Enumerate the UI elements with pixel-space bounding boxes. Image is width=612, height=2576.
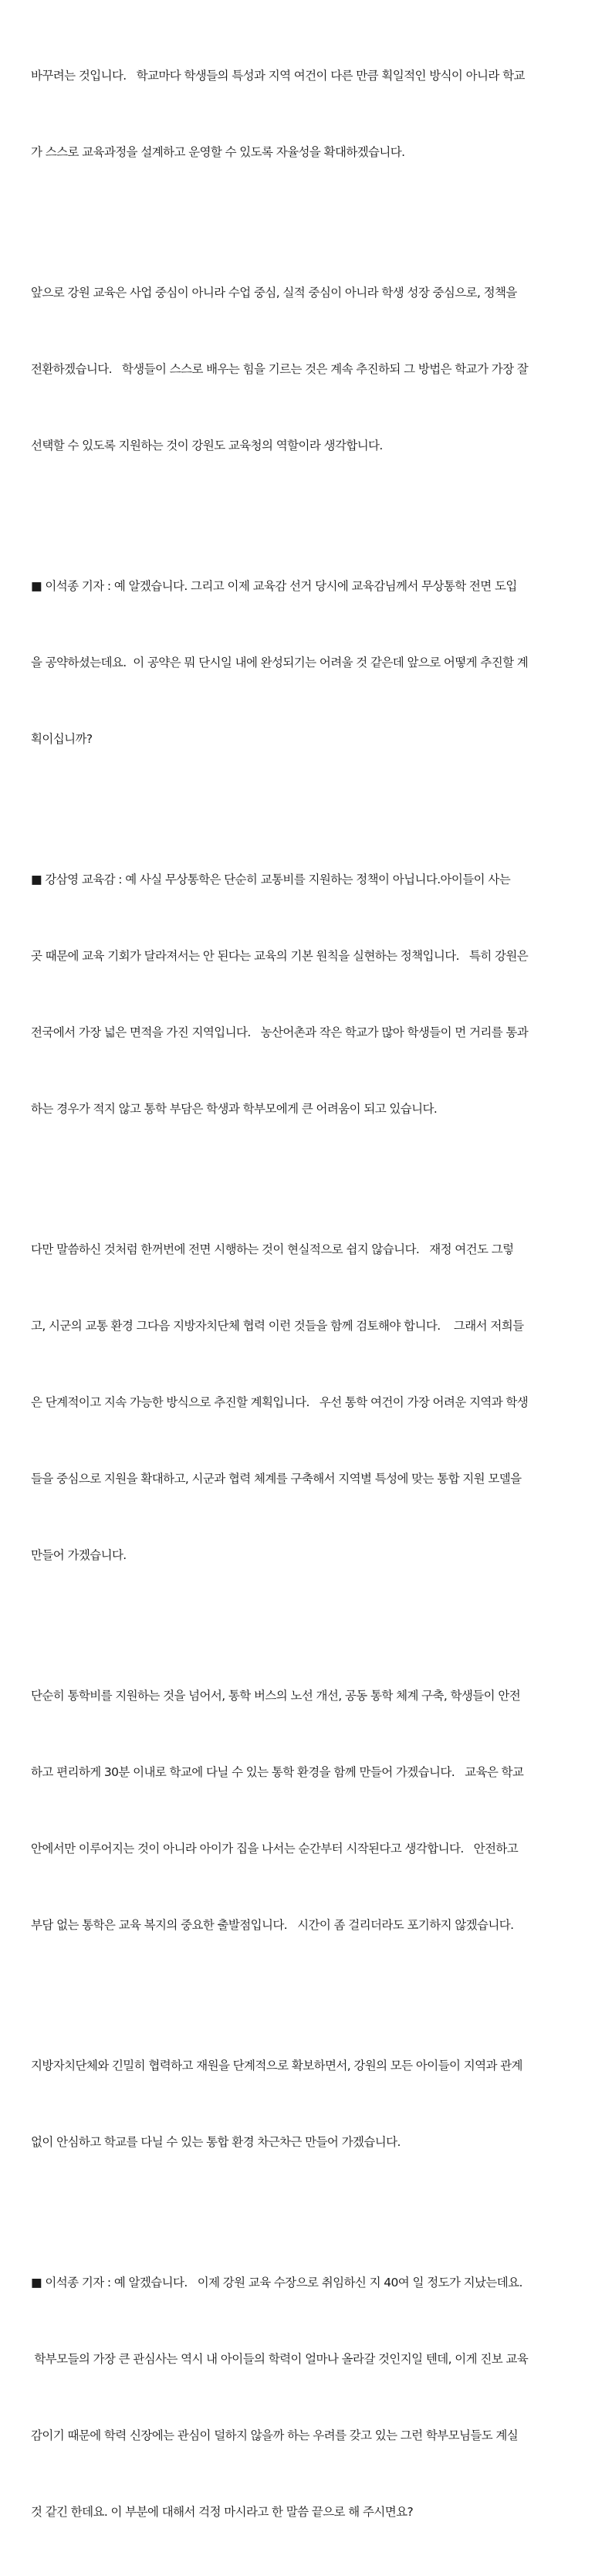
text-line: 다만 말씀하신 것처럼 한꺼번에 전면 시행하는 것이 현실적으로 쉽지 않습니다. 재정 여건도 그렇: [31, 1242, 514, 1256]
paragraph-reporter-question-2: [31, 2219, 581, 2576]
text-line: 부담 없는 통학은 교육 복지의 중요한 출발점입니다. 시간이 좀 걸리더라도 포기하지 않겠습니다.: [31, 1918, 514, 1932]
text-line: 바꾸려는 것입니다. 학교마다 학생들의 특성과 지역 여건이 다른 만큼 획일적인 방식이 아니라 학교: [31, 69, 525, 83]
paragraph-school-autonomy: [31, 12, 581, 216]
text-line: 단순히 통학비를 지원하는 것을 넘어서, 통학 버스의 노선 개선, 공동 통학 체계 구축, 학생들이 안전: [31, 1689, 521, 1703]
paragraph-superintendent-answer-1: [31, 816, 581, 1173]
text-line: 학부모들의 가장 큰 관심사는 역시 내 아이들의 학력이 얼마나 올라갈 것인지일 텐데, 이게 진보 교육: [31, 2352, 529, 2366]
text-line: ■ 이석종 기자 : 예 알겠습니다. 이제 강원 교육 수장으로 취임하신 지 40여 일 정도가 지났는데요.: [31, 2276, 522, 2290]
text-line: 은 단계적이고 지속 가능한 방식으로 추진할 계획입니다. 우선 통학 여건이 가장 어려운 지역과 학생: [31, 1395, 529, 1409]
text-line: 앞으로 강원 교육은 사업 중심이 아니라 수업 중심, 실적 중심이 아니라 학생 성장 중심으로, 정책을: [31, 286, 517, 300]
paragraph-education-policy: [31, 229, 581, 510]
text-line: 감이기 때문에 학력 신장에는 관심이 덜하지 않을까 하는 우려를 갖고 있는 그런 학부모님들도 계실: [31, 2429, 519, 2442]
text-line: 없이 안심하고 학교를 다닐 수 있는 통합 환경 차근차근 만들어 가겠습니다.: [31, 2135, 401, 2149]
text-line: 을 공약하셨는데요. 이 공약은 뭐 단시일 내에 완성되기는 어려울 것 같은데 앞으로 어떻게 추진할 계: [31, 656, 529, 669]
text-line: 안에서만 이루어지는 것이 아니라 아이가 집을 나서는 순간부터 시작된다고 생각합니다. 안전하고: [31, 1842, 519, 1856]
text-line: 획이십니까?: [31, 732, 93, 746]
text-line: 곳 때문에 교육 기회가 달라져서는 안 된다는 교육의 기본 원칙을 실현하는 정책입니다. 특히 강원은: [31, 949, 529, 963]
paragraph-phased-plan: [31, 1186, 581, 1619]
text-line: 고, 시군의 교통 환경 그다음 지방자치단체 협력 이런 것들을 함께 검토해야 합니다. 그래서 저희들: [31, 1319, 524, 1333]
text-line: 것 같긴 한데요. 이 부분에 대해서 걱정 마시라고 한 말씀 끝으로 해 주시면요?: [31, 2505, 414, 2519]
text-line: 전국에서 가장 넓은 면적을 가진 지역입니다. 농산어촌과 작은 학교가 많아 학생들이 먼 거리를 통과: [31, 1025, 529, 1039]
text-line: 들을 중심으로 지원을 확대하고, 시군과 협력 체계를 구축해서 지역별 특성에 맞는 통합 지원 모델을: [31, 1472, 522, 1486]
paragraph-commute-environment: [31, 1632, 581, 1989]
text-line: 지방자치단체와 긴밀히 협력하고 재원을 단계적으로 확보하면서, 강원의 모든 아이들이 지역과 관계: [31, 2059, 522, 2073]
text-line: 하고 편리하게 30분 이내로 학교에 다닐 수 있는 통학 환경을 함께 만들어 가겠습니다. 교육은 학교: [31, 1765, 524, 1779]
text-line: 하는 경우가 적지 않고 통학 부담은 학생과 학부모에게 큰 어려움이 되고 있습니다.: [31, 1102, 438, 1116]
text-line: ■ 이석종 기자 : 예 알겠습니다. 그리고 이제 교육감 선거 당시에 교육감님께서 무상통학 전면 도입: [31, 579, 517, 593]
text-line: 선택할 수 있도록 지원하는 것이 강원도 교육청의 역할이라 생각합니다.: [31, 439, 383, 452]
text-line: 만들어 가겠습니다.: [31, 1548, 127, 1562]
paragraph-reporter-question-1: [31, 523, 581, 803]
text-line: 전환하겠습니다. 학생들이 스스로 배우는 힘을 기르는 것은 계속 추진하되 그 방법은 학교가 가장 잘: [31, 362, 529, 376]
paragraph-local-cooperation: [31, 2002, 581, 2206]
text-line: 가 스스로 교육과정을 설계하고 운영할 수 있도록 자율성을 확대하겠습니다.: [31, 145, 405, 159]
text-line: ■ 강삼영 교육감 : 예 사실 무상통학은 단순히 교통비를 지원하는 정책이 아닙니다.아이들이 사는: [31, 873, 511, 886]
